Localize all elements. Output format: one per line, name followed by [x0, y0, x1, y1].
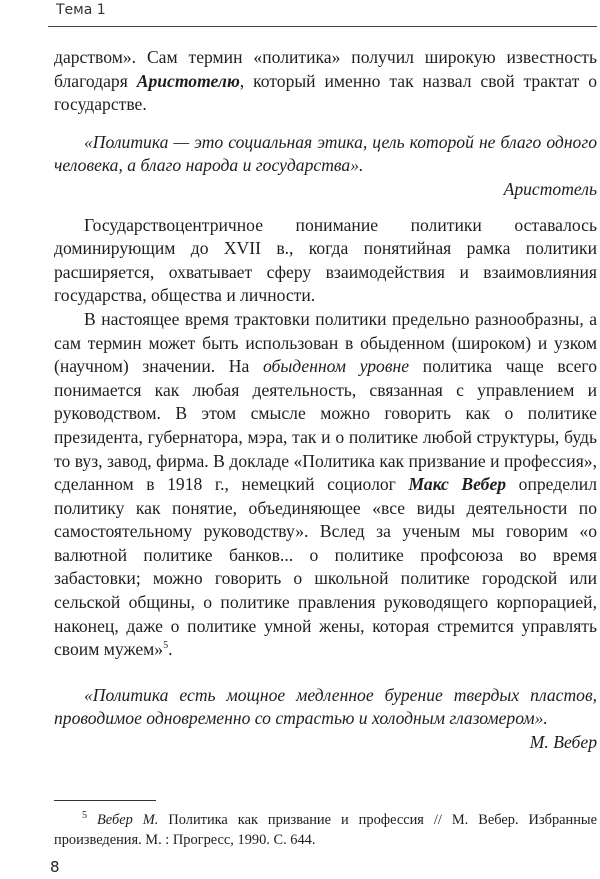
page-number: 8 [50, 858, 60, 876]
term-everyday-level: обыденном уровне [262, 356, 410, 377]
text-span: политика чаще всего понимается как любая деятельность, связанная с управлением и руководством. В этом смысле можно говорить как о политике президента, губернатора, мэра, так и о политике любой структуры, будь то вуз, завод, фирма. В докладе «Политика как призвание и профессия», сделанном в 1918 г., немецкий социолог [54, 356, 598, 495]
quote-weber: «Политика есть мощное медленное бурение твердых пластов, проводимое одновременно со страстью и холодным глазомером». [54, 684, 597, 729]
paragraph-3 [54, 308, 597, 662]
text-span: определил политику как понятие, объединяющее «все виды деятельности по самостоятельному руководству». Вслед за ученым мы говорим «о валютной политике банков... о политике профсоюза во время забастовки; можно говорить о школьной политике городской или сельской общины, о политике правления руководящего корпорацией, наконец, даже о политике умной жены, которая стремится управлять своим мужем» [54, 474, 597, 660]
quote-aristotle: «Политика — это социальная этика, цель которой не благо одного человека, а благо народа и государства». [54, 131, 597, 176]
footnote [54, 810, 597, 850]
paragraph-2: Государствоцентричное понимание политики оставалось доминирующим до XVII в., когда понятийная рамка политики расширяется, охватывает сферу взаимодействия и взаимовлияния государства, общества и личности. [54, 214, 597, 306]
footnote-number: 5 [82, 810, 87, 822]
text-span: , который именно так назвал свой трактат о государстве. [54, 70, 597, 115]
footnote-author: Вебер М. [97, 812, 159, 828]
footnote-text: Политика как призвание и профессия // М. Вебер. Избранные произведения. М. : Прогресс, 1990. С. 644. [54, 812, 597, 848]
paragraph-1 [54, 46, 597, 117]
header-title: Тема 1 [56, 2, 106, 18]
page-body [54, 46, 597, 755]
name-aristotle: Аристотелю [136, 70, 240, 91]
running-header [48, 0, 597, 27]
footnote-divider [54, 800, 156, 801]
quote-author-weber: М. Вебер [529, 732, 597, 753]
text-span: дарством». Сам термин «политика» получил широкую известность благодаря [54, 47, 597, 91]
text-span: . [168, 639, 173, 660]
footnote-ref[interactable]: 5 [163, 640, 169, 652]
name-weber: Макс Вебер [408, 474, 507, 495]
text-span: В настоящее время трактовки политики предельно разнообразны, а сам термин может быть использован в обыденном (широком) и узком (научном) значении. На [54, 308, 597, 377]
quote-author-aristotle: Аристотель [503, 178, 597, 199]
